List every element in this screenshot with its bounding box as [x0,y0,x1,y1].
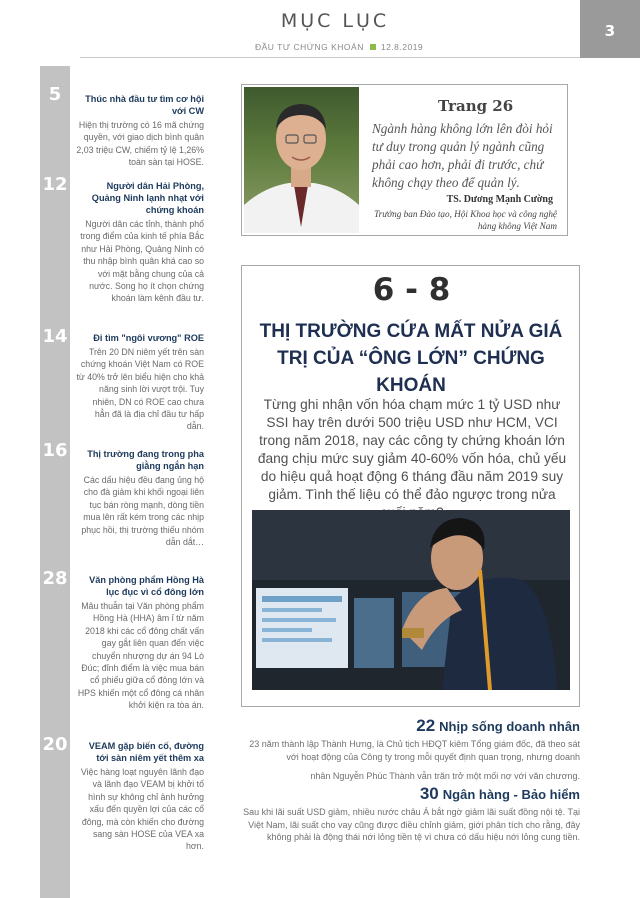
teaser-summary-continued: nhân Nguyễn Phúc Thành vẫn trăn trở một mối nợ với văn chương. [310,771,580,781]
quote-author: TS. Dương Mạnh Cường [446,194,553,205]
teaser-summary: 23 năm thành lập Thành Hưng, là Chủ tịch HĐQT kiêm Tổng giám đốc, đã theo sát với hoạt động của Công ty trong mỗi quyết định quan trọng, nhưng doanh [249,739,580,762]
feature-story-box[interactable] [241,265,580,707]
toc-entry[interactable] [76,332,204,433]
page-title: MỤC LỤC [280,10,390,32]
toc-entry-title[interactable]: Thị trường đang trong pha giằng ngắn hạn [87,449,204,471]
feature-headline[interactable]: THỊ TRƯỜNG CỨA MẤT NỬA GIÁ TRỊ CỦA “ÔNG LỚN” CHỨNG KHOÁN [259,321,563,396]
toc-page-number: 20 [42,734,68,755]
publication-line [255,42,425,52]
feature-lead: Từng ghi nhận vốn hóa chạm mức 1 tỷ USD như SSI hay trên dưới 500 triệu USD như HCM, VCI trong năm 2018, nay các công ty chứng khoán lớn đang chịu mức suy giảm 40-60% vốn hóa, chủ yếu do hiệu quả hoạt động 6 tháng đầu năm 2019 suy giảm. Tình thế liệu có thể đảo ngược trong nửa [257,397,567,502]
header-divider [80,57,580,58]
publication-name: ĐẦU TƯ CHỨNG KHOÁN [255,42,364,52]
teaser-title-text[interactable]: Nhịp sống doanh nhân [439,719,580,734]
feature-page-range: 6 - 8 [372,272,451,308]
teaser-page-number: 22 [416,716,436,735]
toc-entry-summary: Người dân các tỉnh, thành phố trong điểm của kinh tế phía Bắc như Hải Phòng, Quảng Ninh có thu nhập bình quân khá cao so với mặt bằng chung của cả nước. Song họ ít chọn chứng khoán làm kênh đầu tư. [80,219,204,304]
toc-entry-title[interactable]: Người dân Hải Phòng, Quảng Ninh lạnh nhạt với chứng khoán [91,181,204,215]
toc-page-number: 28 [42,568,68,589]
quote-page-ref[interactable]: Trang 26 [438,97,514,115]
teaser-title[interactable] [420,784,580,804]
toc-page-number: 12 [42,174,68,195]
toc-entry-summary: Hiện thị trường có 16 mã chứng quyền, với giao dịch bình quân 2,03 triệu CW, chiếm tỷ lệ 1,26% toàn sàn tại HOSE. [76,120,204,168]
toc-entry-title[interactable]: VEAM gặp biến cố, đường tới sàn niêm yết thêm xa [88,741,204,763]
toc-page-number: 16 [42,440,68,461]
author-portrait [244,87,359,233]
quote-author-role: Trưởng ban Đào tạo, Hội Khoa học và công nghệ hàng không Việt Nam [374,209,557,231]
quote-box [241,84,568,236]
teaser-title[interactable] [416,716,580,736]
trader-photo [252,510,570,690]
toc-entry[interactable] [76,574,204,712]
toc-entry-summary: Trên 20 DN niêm yết trên sàn chứng khoán Việt Nam có ROE từ 40% trở lên biểu hiện cho khả năng sinh lời vượt trội. Tuy nhiên, DN có ROE cao chưa hẳn đã là địa chỉ đầu tư hấp dẫn. [76,347,204,432]
teaser-title-text[interactable]: Ngân hàng - Bảo hiểm [442,787,580,802]
toc-page-number: 5 [48,84,62,105]
square-bullet-icon [370,44,376,50]
teaser-summary: Sau khi lãi suất USD giảm, nhiều nước châu Á bắt ngờ giảm lãi suất đồng nội tệ. Tại Việt Nam, lãi suất cho vay cũng được điều chỉnh giảm, giới phân tích cho rằng, đây không phải là động thái nới lỏng tiền tệ vì chưa có dấu hiệu nới lỏng cung tiền. [243,807,580,842]
toc-entry-title[interactable]: Văn phòng phẩm Hồng Hà lục đục vì cổ đông lớn [89,575,204,597]
page-number-tab [580,0,640,58]
quote-text: Ngành hàng không lớn lên đòi hỏi tư duy trong quản lý ngành cũng phải cao hơn, phải đi trước, chứ không chạy theo để quản lý. [372,121,553,190]
portrait-illustration [244,87,359,233]
toc-entry-summary: Các dấu hiệu đều đang ủng hộ cho đà giảm khi khối ngoại liên tục bán ròng mạnh, dòng tiền mua lên rất kém trong các nhịp phục hồi, thị trường thiếu nhóm dẫn dắt… [81,475,204,548]
toc-entry[interactable] [76,448,204,548]
issue-date: 12.8.2019 [380,42,424,52]
teaser-page-number: 30 [419,784,439,803]
toc-entry-summary: Việc hàng loạt nguyên lãnh đạo và lãnh đạo VEAM bị khởi tố hình sự không chỉ ảnh hưởng xấu đến quyền lợi của các cổ đông, mà còn khiến cho đường sang sàn HOSE của VEA xa hơn. [80,767,204,852]
trader-illustration [252,510,570,690]
toc-entry-title[interactable]: Thúc nhà đầu tư tìm cơ hội với CW [85,94,204,116]
toc-page-number: 14 [42,326,68,347]
toc-entry[interactable] [76,180,204,305]
toc-entry[interactable] [76,740,204,853]
page-number: 3 [604,22,616,40]
toc-entry[interactable] [76,93,204,169]
toc-entry-title[interactable]: Đi tìm "ngôi vương" ROE [93,333,204,343]
toc-entry-summary: Mâu thuẫn tại Văn phòng phẩm Hồng Hà (HHA) âm ỉ từ năm 2018 khi các cổ đông chất vấn gay gắt liên quan đến việc chuyển nhượng dự án 94 Lò Đúc; đỉnh điểm là việc mua bán cổ phiếu giữa cổ đông lớn và HPS khiến một cổ đông cá nhân khởi kiện ra tòa án. [77,601,204,711]
